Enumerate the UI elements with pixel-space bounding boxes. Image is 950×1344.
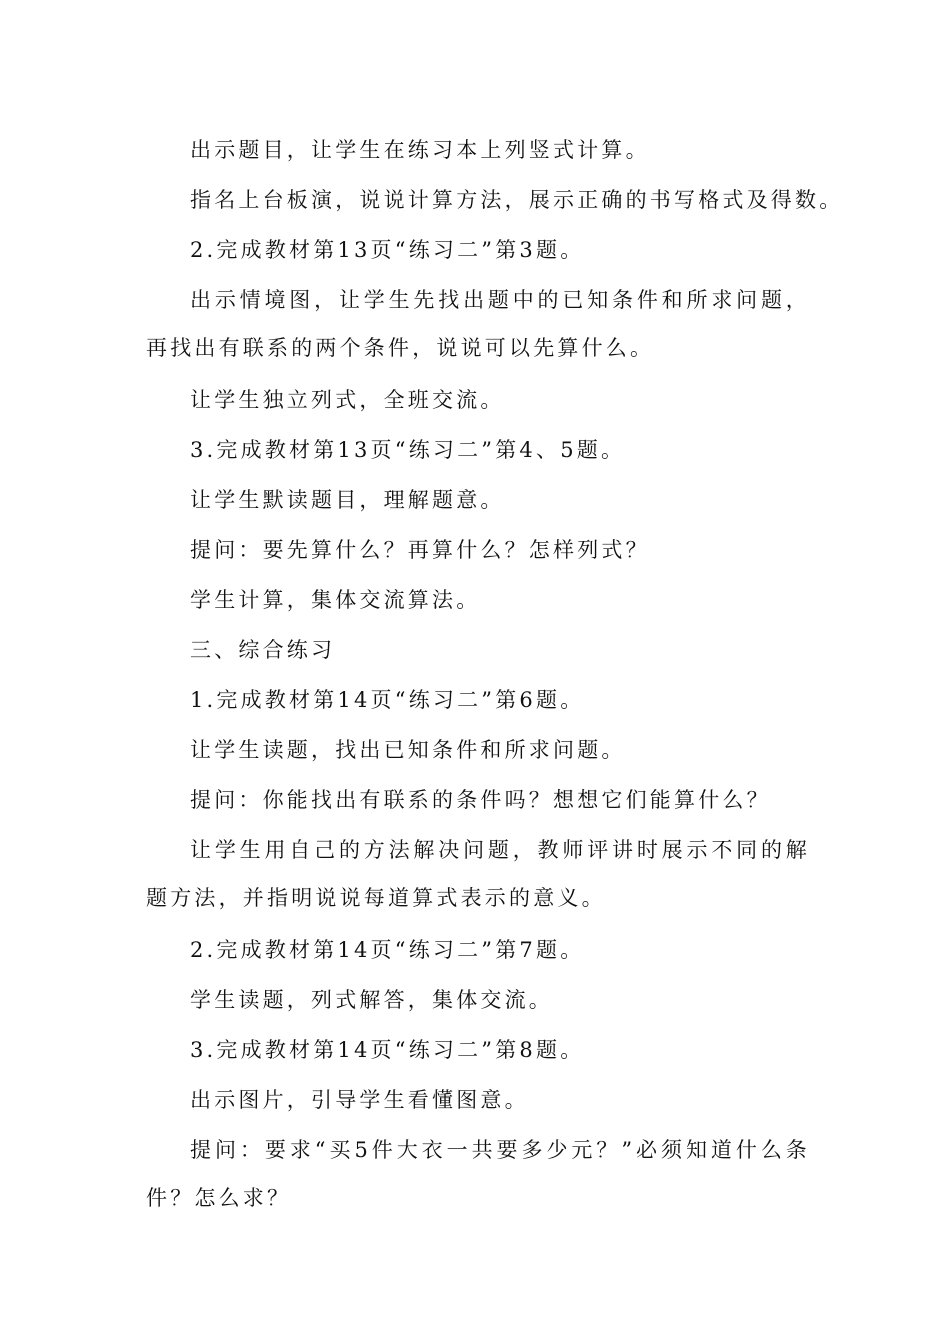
paragraph-7: 让学生默读题目，理解题意。 bbox=[190, 488, 505, 512]
section-heading: 三、综合练习 bbox=[190, 638, 336, 662]
paragraph-14: 让学生用自己的方法解决问题，教师评讲时展示不同的解题方法，并指明说说每道算式表示的意义。 bbox=[146, 838, 810, 910]
paragraph-17: 3.完成教材第14页“练习二”第8题。 bbox=[190, 1038, 585, 1062]
paragraph-8: 提问：要先算什么？再算什么？怎样列式？ bbox=[190, 538, 650, 562]
paragraph-4: 出示情境图，让学生先找出题中的已知条件和所求问题，再找出有联系的两个条件，说说可以先算什么。 bbox=[146, 288, 810, 360]
paragraph-1: 出示题目，让学生在练习本上列竖式计算。 bbox=[190, 138, 650, 162]
paragraph-13: 提问：你能找出有联系的条件吗？想想它们能算什么？ bbox=[190, 788, 771, 812]
paragraph-16: 学生读题，列式解答，集体交流。 bbox=[190, 988, 553, 1012]
paragraph-2: 指名上台板演，说说计算方法，展示正确的书写格式及得数。 bbox=[190, 188, 844, 212]
paragraph-15: 2.完成教材第14页“练习二”第7题。 bbox=[190, 938, 585, 962]
paragraph-5: 让学生独立列式，全班交流。 bbox=[190, 388, 505, 412]
paragraph-19: 提问：要求“买5件大衣一共要多少元？”必须知道什么条件？怎么求？ bbox=[146, 1138, 810, 1210]
paragraph-9: 学生计算，集体交流算法。 bbox=[190, 588, 481, 612]
paragraph-3: 2.完成教材第13页“练习二”第3题。 bbox=[190, 238, 585, 262]
paragraph-12: 让学生读题，找出已知条件和所求问题。 bbox=[190, 738, 626, 762]
paragraph-6: 3.完成教材第13页“练习二”第4、5题。 bbox=[190, 438, 626, 462]
paragraph-11: 1.完成教材第14页“练习二”第6题。 bbox=[190, 688, 585, 712]
paragraph-18: 出示图片，引导学生看懂图意。 bbox=[190, 1088, 529, 1112]
